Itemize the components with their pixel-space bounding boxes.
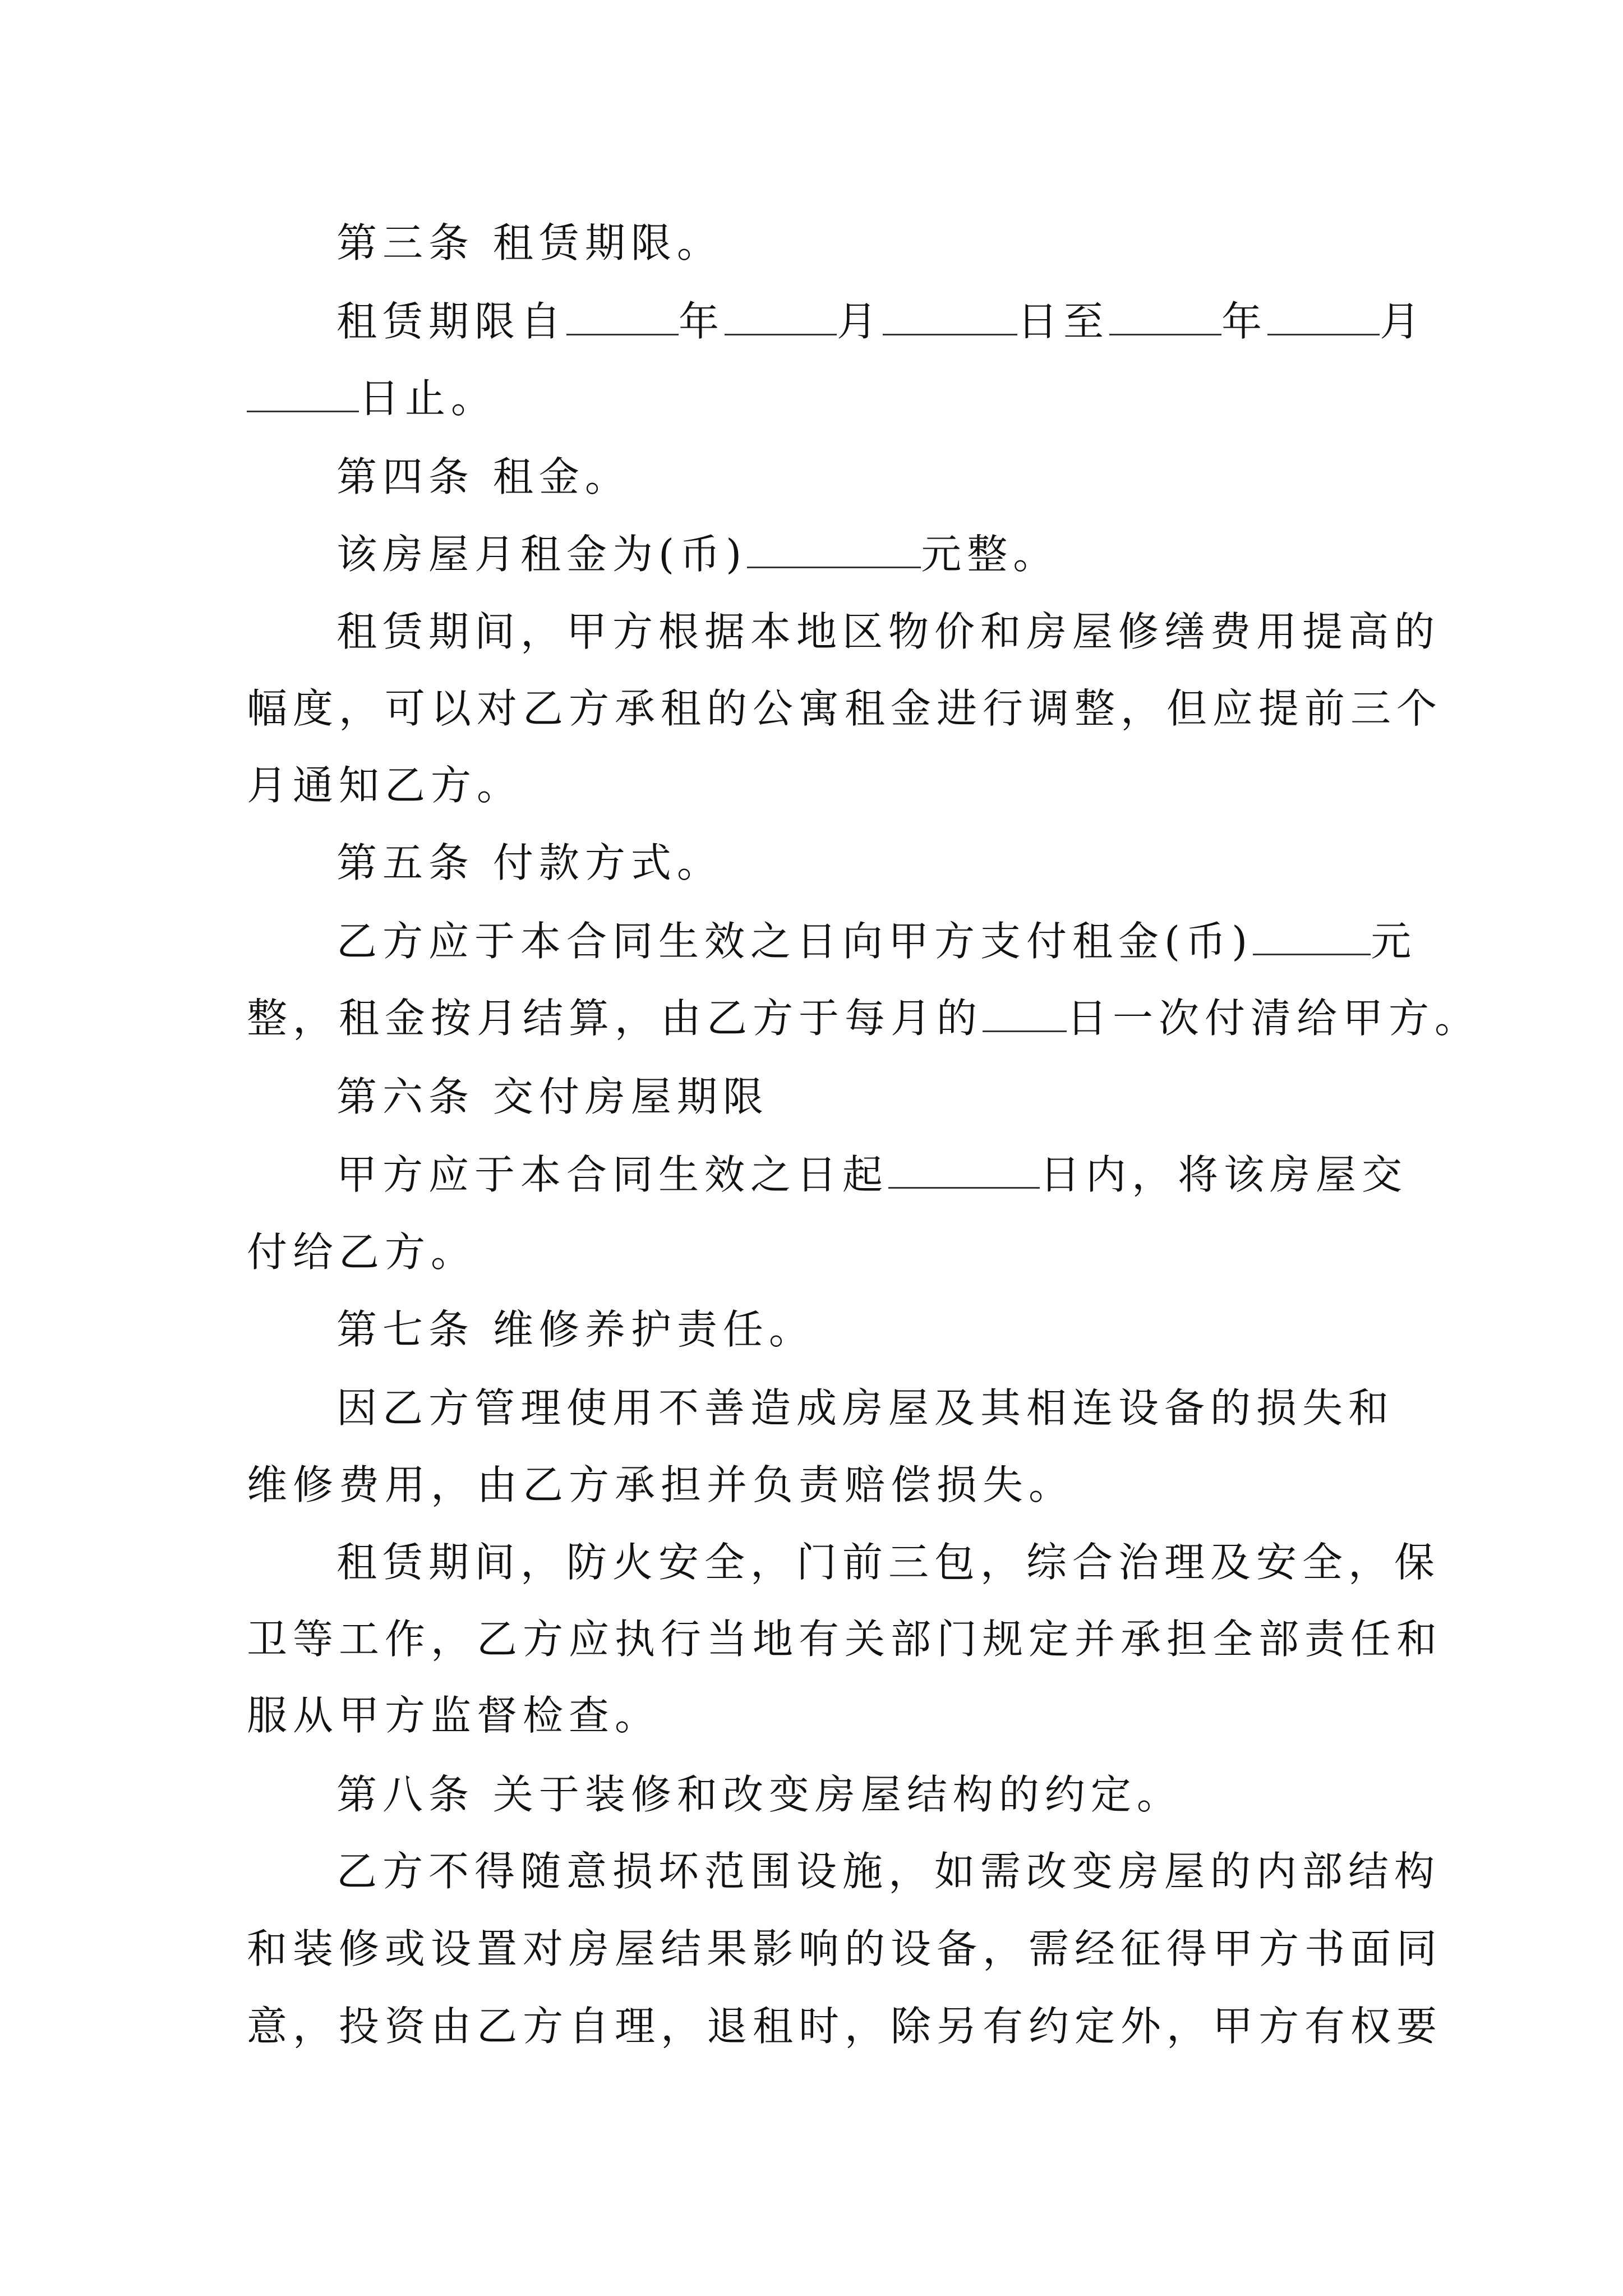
year-label: 年: [1221, 298, 1268, 345]
payment-text-1: 乙方应于本合同生效之日向甲方支付租金(币): [336, 918, 1253, 965]
day-to-label: 日至: [1017, 298, 1110, 345]
lease-term-end-line: [247, 365, 1396, 432]
end-day-blank: [247, 374, 359, 412]
renovation-line-1: 乙方不得随意损坏范围设施，如需改变房屋的内部结构: [336, 1848, 1441, 1895]
payment-amount-blank: [1253, 917, 1371, 955]
monthly-rent-text: 该房屋月租金为(币): [336, 531, 748, 578]
payment-day-blank: [983, 993, 1067, 1032]
lease-term-text: 租赁期限自: [336, 298, 567, 345]
payment-line-2: [247, 984, 1481, 1052]
monthly-rent-line: [336, 521, 1486, 588]
rent-adjust-line-2: 幅度，可以对乙方承租的公寓租金进行调整，但应提前三个: [247, 685, 1443, 732]
lease-term-line: [336, 288, 1486, 355]
month-label: 月: [1380, 298, 1426, 345]
maintenance-line-2: 维修费用，由乙方承担并负责赔偿损失。: [247, 1461, 1075, 1508]
start-year-blank: [566, 297, 679, 335]
article4-heading: 第四条 租金。: [336, 453, 631, 500]
end-year-blank: [1109, 297, 1221, 335]
year-label: 年: [679, 298, 725, 345]
month-label: 月: [837, 298, 883, 345]
monthly-rent-unit: 元整。: [921, 531, 1059, 578]
delivery-line-1: [336, 1141, 1486, 1208]
delivery-line-2: 付给乙方。: [247, 1228, 477, 1276]
article6-heading: 第六条 交付房屋期限: [336, 1073, 769, 1120]
end-day-label: 日止。: [359, 375, 497, 422]
safety-line-3: 服从甲方监督检查。: [247, 1692, 661, 1739]
article8-heading: 第八条 关于装修和改变房屋结构的约定。: [336, 1771, 1183, 1818]
payment-text-3: 日一次付清给甲方。: [1067, 995, 1481, 1042]
start-day-blank: [883, 297, 1017, 335]
delivery-text-2: 日内，将该房屋交: [1040, 1151, 1408, 1198]
renovation-line-3: 意，投资由乙方自理，退租时，除另有约定外，甲方有权要: [247, 2003, 1443, 2050]
delivery-days-blank: [888, 1150, 1040, 1189]
payment-text-2: 整，租金按月结算，由乙方于每月的: [247, 995, 983, 1042]
monthly-rent-blank: [747, 530, 921, 568]
renovation-line-2: 和装修或设置对房屋结果影响的设备，需经征得甲方书面同: [247, 1925, 1443, 1972]
start-month-blank: [725, 297, 837, 335]
rent-adjust-line-3: 月通知乙方。: [247, 762, 523, 809]
end-month-blank: [1267, 297, 1380, 335]
delivery-text-1: 甲方应于本合同生效之日起: [336, 1151, 889, 1198]
payment-unit: 元: [1371, 918, 1417, 965]
payment-line-1: [336, 908, 1486, 975]
rent-adjust-line-1: 租赁期间，甲方根据本地区物价和房屋修缮费用提高的: [336, 608, 1441, 655]
maintenance-line-1: 因乙方管理使用不善造成房屋及其相连设备的损失和: [336, 1384, 1395, 1432]
safety-line-1: 租赁期间，防火安全，门前三包，综合治理及安全，保: [336, 1539, 1441, 1586]
article7-heading: 第七条 维修养护责任。: [336, 1306, 815, 1353]
article3-heading: 第三条 租赁期限。: [336, 219, 723, 266]
safety-line-2: 卫等工作，乙方应执行当地有关部门规定并承担全部责任和: [247, 1616, 1443, 1663]
article5-heading: 第五条 付款方式。: [336, 839, 723, 886]
